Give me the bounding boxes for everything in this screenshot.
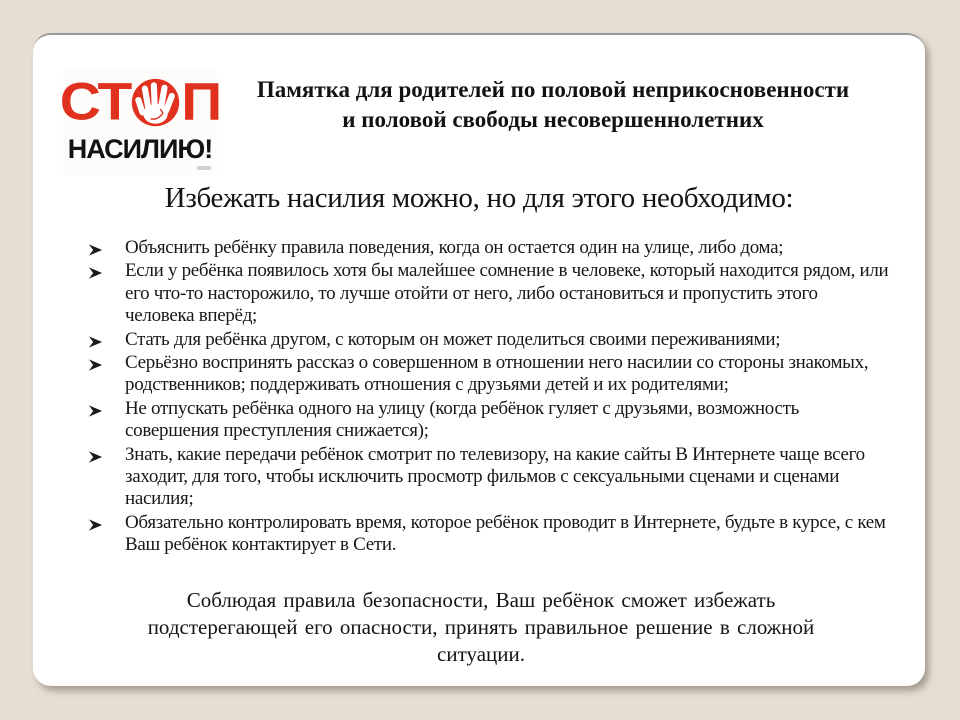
list-item: [88, 444, 890, 511]
list-item-text: Знать, какие передачи ребёнок смотрит по телевизору, на какие сайты В Интернете чаще всего заходит, для того, чтобы исключить просмотр фильмов с сексуальными сценами и сценами насилия;: [125, 443, 865, 510]
list-item-text: Серьёзно воспринять рассказ о совершенном в отношении него насилии со стороны знакомых, родственников; поддерживать отношения с друзьями детей и их родителями;: [125, 352, 869, 396]
arrow-bullet-icon: [88, 516, 103, 530]
arrow-bullet-icon: [88, 448, 103, 462]
list-item-text: Если у ребёнка появилось хотя бы малейшее сомнение в человеке, который находится рядом, или его что-то насторожило, то лучше отойти от него, либо остановиться и пропустить этого человека вперёд;: [125, 260, 889, 327]
logo-text-p: П: [181, 72, 221, 132]
list-item: [88, 398, 890, 443]
section-heading: Избежать насилия можно, но для этого необходимо:: [164, 182, 794, 214]
stop-hand-icon: [131, 78, 180, 127]
list-item: [88, 352, 890, 397]
list-item-text: Обязательно контролировать время, которое ребёнок проводит в Интернете, будьте в курсе, с кем Ваш ребёнок контактирует в Сети.: [125, 511, 886, 556]
title-line-1: Памятка для родителей по половой неприкосновенности: [256, 77, 850, 102]
list-item: [88, 329, 890, 351]
bullet-list: [88, 237, 890, 558]
logo-fineprint: [197, 166, 211, 170]
arrow-bullet-icon: [88, 333, 103, 347]
title-line-2: и половой свободы несовершеннолетних: [342, 107, 764, 132]
arrow-bullet-icon: [88, 241, 103, 255]
list-item: [88, 260, 890, 327]
list-item-text: Объяснить ребёнку правила поведения, когда он остается один на улице, либо дома;: [125, 237, 784, 258]
memo-card: [33, 33, 925, 686]
logo-stop-row: [60, 74, 221, 131]
closing-paragraph: Соблюдая правила безопасности, Ваш ребёнок сможет избежать подстерегающей его опасности, принять правильное решение в сложной ситуации.: [147, 588, 815, 666]
stop-violence-logo: [59, 69, 221, 175]
arrow-bullet-icon: [88, 264, 103, 278]
list-item: [88, 237, 890, 259]
arrow-bullet-icon: [88, 356, 103, 370]
list-item-text: Стать для ребёнка другом, с которым он может поделиться своими переживаниями;: [125, 328, 781, 350]
list-item-text: Не отпускать ребёнка одного на улицу (когда ребёнок гуляет с друзьями, возможность совершения преступления снижается);: [125, 397, 799, 442]
page-title: [223, 75, 883, 135]
arrow-bullet-icon: [88, 402, 103, 416]
list-item: [88, 512, 890, 557]
logo-nasiliyu-text: НАСИЛИЮ!: [67, 134, 213, 164]
logo-text-st: СТ: [59, 72, 131, 132]
